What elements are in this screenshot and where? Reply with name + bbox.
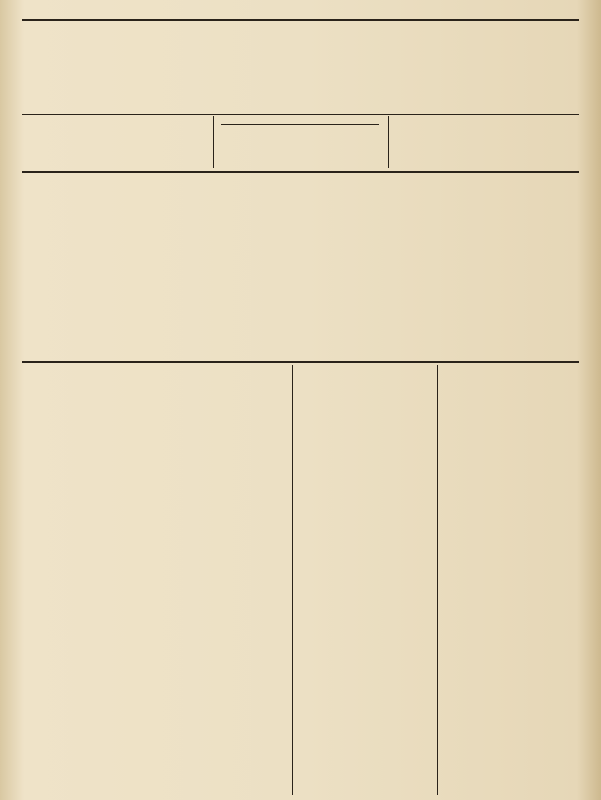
divider — [22, 114, 579, 115]
article-column-1 — [30, 473, 134, 795]
article-column-2 — [143, 473, 246, 795]
subscriptions-box — [30, 117, 208, 152]
price-row — [392, 137, 572, 144]
office-box — [215, 118, 385, 127]
epigraph — [158, 405, 288, 410]
divider — [437, 365, 438, 795]
divider — [292, 365, 293, 795]
divider — [22, 171, 579, 173]
divider — [22, 361, 579, 363]
masthead-title — [86, 20, 514, 80]
divider — [213, 116, 214, 168]
top-line — [26, 4, 575, 18]
ads-box — [392, 117, 572, 145]
price-row — [30, 143, 208, 150]
divider — [388, 116, 389, 168]
